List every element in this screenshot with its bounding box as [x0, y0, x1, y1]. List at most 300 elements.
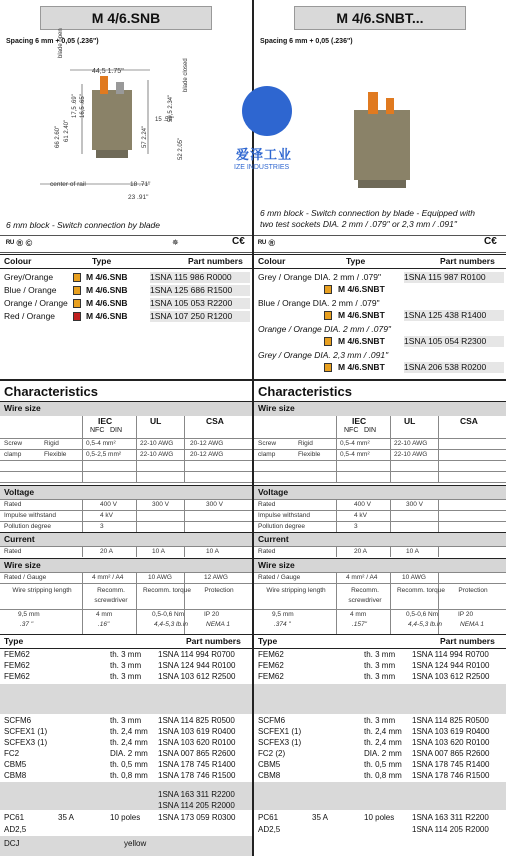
product-row: [254, 349, 506, 361]
dim-57: 57 2.24": [142, 125, 148, 148]
gray-band: [0, 684, 252, 714]
acc-meas: th. 0,8 mm: [364, 771, 402, 780]
acc-meas: th. 0,8 mm: [110, 771, 148, 780]
center-of-rail: center of rail: [50, 181, 86, 188]
row-line: [254, 546, 506, 547]
acc2-row: [254, 770, 506, 782]
volt-label: Impulse withstand: [258, 512, 311, 519]
product-row: [0, 271, 252, 283]
product-row: [254, 323, 506, 335]
dim-18: 18 .71": [130, 181, 151, 188]
right-column: [254, 0, 506, 856]
acc-name: CBM5: [4, 760, 27, 769]
col-line: [136, 499, 137, 532]
strip-head: Recomm. screwdriver: [348, 587, 382, 604]
strip-val-2: .16": [98, 621, 110, 628]
product-type: M 4/6.SNBT: [338, 284, 385, 294]
divider: [0, 379, 252, 381]
colour-swatch-icon: [73, 286, 81, 295]
acc-name: FEM62: [4, 650, 30, 659]
row-line: [0, 510, 252, 511]
nfc-head: NFC: [344, 427, 359, 434]
row-line: [254, 510, 506, 511]
row-line: [0, 609, 252, 610]
din-head: DIN: [110, 427, 123, 434]
product-row-2: [254, 361, 506, 373]
acc-name: SCFM6: [258, 716, 286, 725]
divider: [254, 379, 506, 381]
acc-name: FEM62: [258, 650, 284, 659]
ul-head: UL: [150, 416, 162, 426]
volt-label: Rated: [4, 501, 22, 508]
acc-pn: 1SNA 178 745 R1400: [158, 760, 236, 769]
row-line: [254, 583, 506, 584]
row-line: [254, 449, 506, 450]
right-certs: [254, 235, 506, 253]
cell-ul: 22-10 AWG: [140, 440, 174, 447]
gray-band-2: [254, 782, 506, 810]
acc-pn: 1SNA 124 944 R0100: [412, 661, 490, 670]
volt-ul: 300 V: [406, 501, 423, 508]
dim-66: 66 2.60": [55, 125, 61, 148]
ad-row: [254, 824, 506, 836]
strip-head: Protection: [458, 587, 488, 594]
strip-val-2: .157": [352, 621, 367, 628]
row-line: [0, 460, 252, 461]
cell-csa: 20-12 AWG: [190, 451, 224, 458]
closed-label: closed: [183, 58, 189, 76]
cell-b: Flexible: [298, 451, 321, 458]
acc-meas: DIA. 2 mm: [110, 749, 148, 758]
row-line: [254, 499, 506, 500]
pc61-pn: 1SNA 163 311 R2200: [412, 813, 489, 822]
acc-pn: 1SNA 114 994 R0700: [412, 650, 489, 659]
gray-band: [254, 684, 506, 714]
strip-val: IP 20: [458, 611, 474, 618]
wire-label: Rated / Gauge: [4, 574, 47, 581]
strip-head: Wire stripping length: [12, 587, 72, 594]
acc-name: FEM62: [4, 661, 30, 670]
product-type: M 4/6.SNB: [86, 298, 128, 308]
right-colour-header: [254, 254, 506, 269]
row-line: [0, 438, 252, 439]
product-row-2: [254, 283, 506, 295]
dim-59: 59,5 2.34": [168, 94, 174, 122]
cell-b: Rigid: [298, 440, 313, 447]
dim-175: 17,5 .69": [72, 94, 78, 118]
label-blade-open: [58, 28, 64, 58]
volt-iec: 400 V: [354, 501, 371, 508]
acc-meas: th. 2,4 mm: [110, 738, 148, 747]
col-line: [82, 499, 83, 532]
strip-val-2: .37 ": [20, 621, 34, 628]
pn-col: Part numbers: [188, 256, 243, 266]
strip-val: 9,5 mm: [18, 611, 40, 618]
acc-pn: 1SNA 103 612 R2500: [158, 672, 236, 681]
acc-pn: 1SNA 114 994 R0700: [158, 650, 235, 659]
pc61-amp: 35 A: [58, 813, 75, 822]
current-iec: 20 A: [100, 548, 114, 555]
acc-meas: th. 2,4 mm: [364, 738, 402, 747]
row-line: [254, 460, 506, 461]
right-header: M 4/6.SNBT...: [294, 6, 466, 30]
right-wire-size-bar: [254, 401, 506, 416]
pc61-row: [254, 812, 506, 824]
product-row: [0, 297, 252, 309]
row-line: [254, 471, 506, 472]
acc-meas: th. 3 mm: [364, 672, 396, 681]
acc-name: FC2 (2): [258, 749, 286, 758]
part-number: 1SNA 115 987 R0100: [404, 272, 504, 283]
acc-row: [254, 671, 506, 683]
approval-icon: ✵: [172, 238, 179, 247]
current-label: Rated: [4, 548, 22, 555]
cell-a: clamp: [4, 451, 22, 458]
current-bar: Current: [254, 532, 506, 547]
acc-pn: 1SNA 007 865 R2600: [412, 749, 490, 758]
iec-head: IEC: [98, 416, 113, 426]
ul-csa-icon: ᴿᵁ ® ©: [6, 238, 33, 248]
strip-val: 0,5-0,6 Nm: [406, 611, 439, 618]
volt-csa: 300 V: [206, 501, 223, 508]
product-type: M 4/6.SNBT: [338, 310, 385, 320]
current-iec: 20 A: [354, 548, 368, 555]
cell-b: Flexible: [44, 451, 67, 458]
wire-size-label: Wire size: [258, 403, 295, 413]
nfc-head: NFC: [90, 427, 105, 434]
left-caption: 6 mm block - Switch connection by blade: [6, 220, 161, 230]
product-colour: Grey / Orange DIA. 2 mm / .079": [258, 272, 382, 282]
cell-a: clamp: [258, 451, 276, 458]
product-row-2: [254, 309, 506, 321]
strip-head: Recomm. torque: [396, 587, 446, 594]
acc-header: [254, 634, 506, 649]
col-line: [336, 546, 337, 557]
product-colour: Orange / Orange DIA. 2 mm / .079": [258, 324, 391, 334]
pc61-row: [0, 812, 252, 824]
dim-61: 61 2.40": [64, 119, 70, 142]
wire-size-bar-2: Wire size: [254, 558, 506, 573]
dim-23: 23 .91": [128, 194, 149, 201]
acc-meas: th. 3 mm: [110, 716, 142, 725]
ad-name: AD2,5: [4, 825, 27, 834]
pn-col: Part numbers: [440, 256, 495, 266]
acc-pn: 1SNA 178 746 R1500: [412, 771, 490, 780]
wire-label: Rated / Gauge: [258, 574, 301, 581]
acc-pn: Part numbers: [440, 636, 495, 646]
part-number: 1SNA 115 986 R0000: [150, 272, 250, 283]
acc-name: SCFEX1 (1): [258, 727, 302, 736]
acc3-row: [0, 800, 252, 812]
part-number: 1SNA 125 686 R1500: [150, 285, 250, 296]
strip-head: Recomm. screwdriver: [94, 587, 128, 604]
iec-head: IEC: [352, 416, 367, 426]
left-certs: [0, 235, 252, 253]
col-line: [390, 499, 391, 532]
product-type: M 4/6.SNBT: [338, 362, 385, 372]
acc-name: SCFEX3 (1): [4, 738, 48, 747]
col-line: [336, 572, 337, 634]
col-line: [82, 546, 83, 557]
left-spacing: Spacing 6 mm + 0,05 (.236"): [6, 38, 99, 45]
cell-b: Rigid: [44, 440, 59, 447]
volt-label: Pollution degree: [258, 523, 305, 530]
acc-meas: DIA. 2 mm: [364, 749, 402, 758]
acc-pn: 1SNA 103 620 R0100: [412, 738, 490, 747]
dcj-row: [0, 838, 252, 850]
acc-name: FEM62: [4, 672, 30, 681]
strip-head: Recomm. torque: [142, 587, 192, 594]
watermark-en: IZE INDUSTRIES: [234, 164, 290, 171]
acc-meas: th. 2,4 mm: [364, 727, 402, 736]
acc-meas: th. 0,5 mm: [110, 760, 148, 769]
row-line: [0, 546, 252, 547]
acc-meas: th. 3 mm: [110, 650, 142, 659]
acc-pn: 1SNA 178 746 R1500: [158, 771, 236, 780]
row-line: [0, 471, 252, 472]
product-type: M 4/6.SNB: [86, 285, 128, 295]
label-blade-closed: [183, 58, 189, 92]
part-number: 1SNA 206 538 R0200: [404, 362, 504, 373]
cell-a: Screw: [258, 440, 277, 447]
left-colour-header: [0, 254, 252, 269]
ul-head: UL: [404, 416, 416, 426]
acc-type: Type: [258, 636, 278, 646]
row-line: [0, 482, 252, 483]
right-spacing: Spacing 6 mm + 0,05 (.236"): [260, 38, 353, 45]
type-col: Type: [92, 256, 112, 266]
pc61-poles: 10 poles: [110, 813, 141, 822]
volt-iec: 4 kV: [100, 512, 114, 519]
cell-a: Screw: [4, 440, 23, 447]
current-label: Rated: [258, 548, 276, 555]
right-characteristics: Characteristics: [258, 384, 352, 399]
product-colour: Orange / Orange: [4, 298, 68, 308]
volt-label: Rated: [258, 501, 276, 508]
left-column: [0, 0, 252, 856]
left-header: M 4/6.SNB: [40, 6, 212, 30]
acc-meas: th. 3 mm: [364, 661, 396, 670]
strip-val: IP 20: [204, 611, 220, 618]
product-row: [254, 297, 506, 309]
colour-swatch-icon: [324, 337, 332, 346]
acc-meas: th. 2,4 mm: [110, 727, 148, 736]
colour-col: Colour: [4, 256, 32, 266]
acc-meas: th. 3 mm: [364, 650, 396, 659]
acc-name: FC2: [4, 749, 20, 758]
volt-label: Impulse withstand: [4, 512, 57, 519]
right-caption-1: 6 mm block - Switch connection by blade - Equipped with: [260, 208, 475, 218]
colour-swatch-icon: [324, 363, 332, 372]
wire-ul: 10 AWG: [148, 574, 172, 581]
row-line: [0, 521, 252, 522]
wire-iec: 4 mm² / A4: [92, 574, 124, 581]
cell-ul: 22-10 AWG: [140, 451, 174, 458]
strip-val: 9,5 mm: [272, 611, 294, 618]
colour-swatch-icon: [73, 299, 81, 308]
acc-meas: th. 3 mm: [364, 716, 396, 725]
acc-name: SCFEX3 (1): [258, 738, 302, 747]
row-line: [254, 482, 506, 483]
voltage-bar: Voltage: [254, 485, 506, 500]
ad-pn: 1SNA 114 205 R2000: [412, 825, 489, 834]
cell-iec: 0,5-2,5 mm²: [86, 451, 122, 458]
current-ul: 10 A: [152, 548, 166, 555]
acc-meas: th. 3 mm: [110, 672, 142, 681]
colour-swatch-icon: [73, 273, 81, 282]
acc-pn: 1SNA 163 311 R2200: [158, 790, 235, 799]
volt-iec: 3: [100, 523, 104, 530]
product-row: [254, 271, 506, 283]
product-type: M 4/6.SNB: [86, 272, 128, 282]
wire-csa: 12 AWG: [204, 574, 228, 581]
cell-ul: 22-10 AWG: [394, 440, 428, 447]
strip-head: Wire stripping length: [266, 587, 326, 594]
ce-icon: C€: [484, 236, 497, 247]
voltage-bar: Voltage: [0, 485, 252, 500]
acc-meas: th. 3 mm: [110, 661, 142, 670]
strip-val-2: NEMA 1: [460, 621, 484, 628]
acc-name: FEM62: [258, 661, 284, 670]
cell-iec: 0,5-4 mm²: [340, 440, 370, 447]
strip-head: Protection: [204, 587, 234, 594]
cell-iec: 0,5-4 mm²: [86, 440, 116, 447]
pc61-name: PC61: [258, 813, 279, 822]
ad-row: [0, 824, 252, 836]
strip-val-2: 4,4-5,3 lb.in: [408, 621, 442, 628]
row-line: [254, 609, 506, 610]
dim-15: 15 .59": [155, 117, 174, 123]
strip-val: 0,5-0,6 Nm: [152, 611, 185, 618]
strip-val: 4 mm: [96, 611, 113, 618]
volt-iec: 3: [354, 523, 358, 530]
dcj-name: DCJ: [4, 839, 20, 848]
volt-iec: 400 V: [100, 501, 117, 508]
pc61-poles: 10 poles: [364, 813, 395, 822]
watermark-cn: 爱泽工业: [236, 147, 293, 162]
volt-ul: 300 V: [152, 501, 169, 508]
product-colour: Grey / Orange DIA. 2,3 mm / .091": [258, 350, 389, 360]
dim-52: 52 2.05": [178, 137, 184, 160]
dim-165: 16,5 .65": [80, 94, 86, 118]
current-csa: 10 A: [206, 548, 220, 555]
wire-size-bar-2: Wire size: [0, 558, 252, 573]
product-colour: Blue / Orange DIA. 2 mm / .079": [258, 298, 380, 308]
acc-row: [0, 671, 252, 683]
strip-val-2: 4,4-5,3 lb.in: [154, 621, 188, 628]
cell-iec: 0,5-4 mm²: [340, 451, 370, 458]
volt-iec: 4 kV: [354, 512, 368, 519]
col-line: [336, 499, 337, 532]
acc2-row: [0, 770, 252, 782]
cell-csa: 20-12 AWG: [190, 440, 224, 447]
row-line: [0, 583, 252, 584]
strip-val-2: NEMA 1: [206, 621, 230, 628]
col-line: [136, 546, 137, 557]
acc-name: CBM5: [258, 760, 281, 769]
blade-label-2: blade: [183, 77, 189, 92]
acc-pn: 1SNA 114 825 R0500: [158, 716, 235, 725]
cell-ul: 22-10 AWG: [394, 451, 428, 458]
col-line: [390, 546, 391, 557]
acc-pn: 1SNA 103 619 R0400: [158, 727, 236, 736]
colour-col: Colour: [258, 256, 286, 266]
csa-head: CSA: [460, 416, 478, 426]
acc-pn: Part numbers: [186, 636, 241, 646]
colour-swatch-icon: [324, 285, 332, 294]
part-number: 1SNA 107 250 R1200: [150, 311, 250, 322]
dim-width: 44,5 1.75": [92, 68, 124, 75]
product-type: M 4/6.SNB: [86, 311, 128, 321]
wire-size-label: Wire size: [4, 403, 41, 413]
product-row-2: [254, 335, 506, 347]
acc-name: FEM62: [258, 672, 284, 681]
pc61-name: PC61: [4, 813, 25, 822]
acc-pn: 1SNA 114 205 R2000: [158, 801, 235, 810]
ad-name: AD2,5: [258, 825, 281, 834]
row-line: [254, 572, 506, 573]
left-wire-size-bar: [0, 401, 252, 416]
terminal-drawing-left: [0, 54, 252, 204]
acc-meas: th. 0,5 mm: [364, 760, 402, 769]
acc-header: [0, 634, 252, 649]
row-line: [254, 521, 506, 522]
open-label: open: [58, 28, 64, 42]
blade-label: blade: [58, 43, 64, 58]
colour-swatch-icon: [73, 312, 81, 321]
ce-icon: C€: [232, 236, 245, 247]
ul-csa-icon: ᴿᵁ ®: [258, 238, 276, 248]
row-line: [254, 438, 506, 439]
col-line: [184, 546, 185, 557]
acc-pn: 1SNA 103 612 R2500: [412, 672, 490, 681]
part-number: 1SNA 125 438 R1400: [404, 310, 504, 321]
volt-label: Pollution degree: [4, 523, 51, 530]
row-line: [0, 449, 252, 450]
col-line: [438, 499, 439, 532]
right-caption-2: two test sockets DIA. 2 mm / .079" or 2,3 mm / .091": [260, 219, 457, 229]
strip-val-2: .374 ": [274, 621, 291, 628]
acc-pn: 1SNA 103 619 R0400: [412, 727, 490, 736]
col-line: [184, 499, 185, 532]
csa-head: CSA: [206, 416, 224, 426]
acc-name: CBM8: [4, 771, 27, 780]
acc-name: SCFEX1 (1): [4, 727, 48, 736]
pc61-amp: 35 A: [312, 813, 329, 822]
left-characteristics: Characteristics: [4, 384, 98, 399]
current-bar: Current: [0, 532, 252, 547]
acc-type: Type: [4, 636, 24, 646]
terminal-drawing-right: [254, 54, 506, 204]
wire-iec: 4 mm² / A4: [346, 574, 378, 581]
part-number: 1SNA 105 054 R2300: [404, 336, 504, 347]
product-type: M 4/6.SNBT: [338, 336, 385, 346]
colour-swatch-icon: [324, 311, 332, 320]
wire-ul: 10 AWG: [402, 574, 426, 581]
product-row: [0, 310, 252, 322]
row-line: [0, 499, 252, 500]
acc-pn: 1SNA 007 865 R2600: [158, 749, 236, 758]
type-col: Type: [346, 256, 366, 266]
dcj-colour: yellow: [124, 839, 147, 848]
acc-pn: 1SNA 103 620 R0100: [158, 738, 236, 747]
din-head: DIN: [364, 427, 377, 434]
product-row: [0, 284, 252, 296]
col-line: [82, 572, 83, 634]
acc-name: SCFM6: [4, 716, 32, 725]
acc-pn: 1SNA 114 825 R0500: [412, 716, 489, 725]
part-number: 1SNA 105 053 R2200: [150, 298, 250, 309]
